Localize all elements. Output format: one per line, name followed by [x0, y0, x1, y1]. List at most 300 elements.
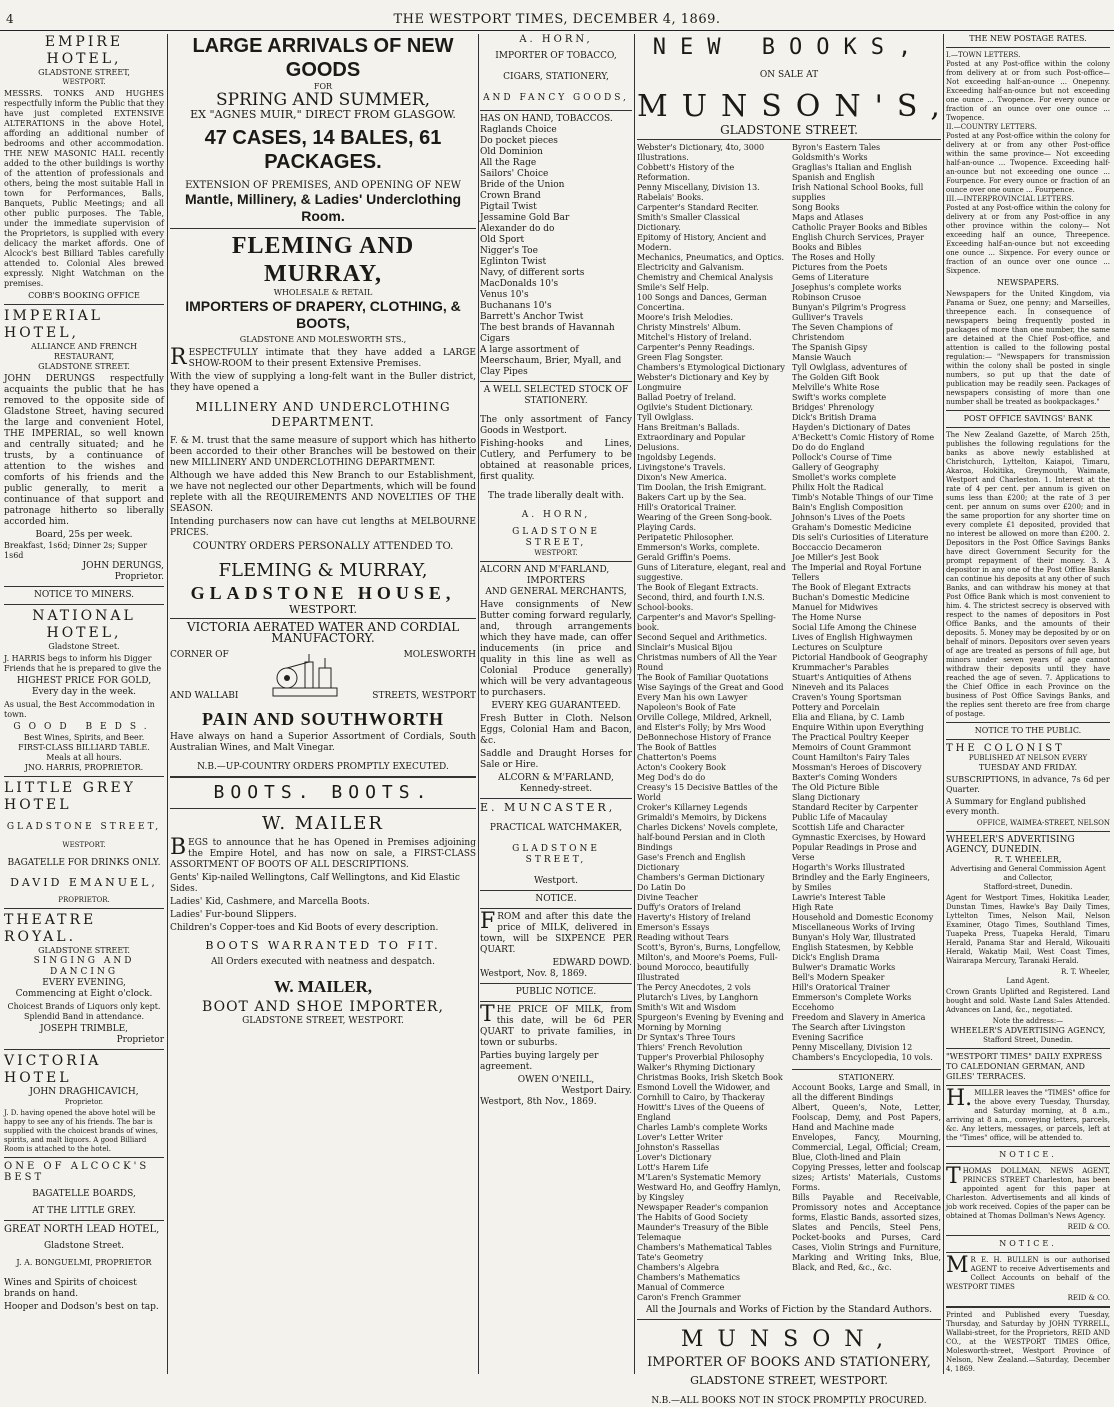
- book-item: Meg Dod's do do: [637, 773, 706, 782]
- ad-title: ONE OF ALCOCK'S BEST: [4, 1161, 150, 1183]
- book-item: Croker's Killarney Legends: [637, 803, 748, 812]
- tobacco-item: Venus 10's: [480, 290, 529, 300]
- book-item: A'Beckett's Comic History of Rome: [792, 433, 935, 442]
- rule: [4, 776, 164, 777]
- book-item: Smile's Self Help.: [637, 283, 709, 292]
- boots-item: Ladies' Fur-bound Slippers.: [170, 910, 297, 920]
- book-item: Spanish and English: [792, 173, 875, 182]
- stationery-list: [792, 1083, 941, 1273]
- page-number: 4: [6, 12, 14, 26]
- ad-role: Proprietor.: [114, 572, 164, 582]
- ad-paragraph: Intending purchasers now can have cut lengths at MELBOURNE PRICES.: [170, 517, 476, 538]
- ad-beds: GOOD BEDS.: [13, 722, 155, 732]
- book-item: Graglias's Italian and English: [792, 163, 912, 172]
- ad-body: Wines and Spirits of choicest brands on hand.: [4, 1278, 137, 1299]
- book-item: Webster's Dictionary, 4to, 3000 Illustrations.: [637, 143, 765, 162]
- tobacco-item: Old Sport: [480, 235, 525, 245]
- book-item: M'Laren's Systematic Memory: [637, 1173, 761, 1182]
- ad-time: Commencing at Eight o'clock.: [15, 989, 153, 999]
- ad-street: Gladstone Street.: [43, 1241, 125, 1251]
- rule: [946, 1146, 1110, 1147]
- ad-date: Westport, 8th Nov., 1869.: [480, 1097, 597, 1107]
- rule: [946, 1163, 1110, 1164]
- postage-item: Posted at any Post-office within the colony from delivery at or from such Post-office— Not exceeding half-an-ounce ... Onepenny. Exceeding half-an-ounce but not exceeding one ounce ... Twopence. For every ounce or fraction of an ounce over one ounce ... Twopence.: [946, 60, 1110, 122]
- newspapers-heading: NEWSPAPERS.: [997, 278, 1059, 287]
- book-item: Song Books: [792, 203, 840, 212]
- ad-body: JOHN DERUNGS respectfully acquaints the public that he has removed to the opposite side of Gladstone Street, having secured the large and convenient Hotel, THE IMPERIAL, so well known and centrally situated; and he trusts, by a continuance of attention to the wishes and comforts of his friends and the public generally, to merit a continuance of that support and patronage hitherto so liberally accorded him.: [4, 374, 164, 527]
- ad-title: THE COLONIST: [946, 743, 1065, 754]
- ad-fleming-murray: [170, 232, 476, 615]
- book-item: Scottish Life and Character: [792, 823, 905, 832]
- book-item: Do Latin Do: [637, 883, 686, 892]
- book-item: Chambers's Algebra: [637, 1263, 720, 1272]
- book-item: Standard Reciter by Carpenter: [792, 803, 918, 812]
- column-5: [946, 34, 1110, 1374]
- book-item: Gymnastic Exercises, by Howard: [792, 833, 926, 842]
- ad-subtitle: MANUFACTORY.: [271, 631, 375, 645]
- book-item: Memoirs of Count Grammont: [792, 743, 912, 752]
- notice-signature: REID & CO.: [1067, 1223, 1110, 1231]
- ad-aerated-water: [170, 622, 476, 773]
- ad-paragraph: Although we have added this New Branch to our Establishment, we have not neglected our other Departments, which will be found replete with all the REQUIREMENTS AND NOVELTIES OF THE SEASON.: [170, 471, 476, 514]
- book-item: Ogilvie's Student Dictionary.: [637, 403, 753, 412]
- book-item: High Rate: [792, 903, 834, 912]
- notice-body: THOMAS DOLLMAN, NEWS AGENT, PRINCES STREET Charleston, has been appointed agent for this paper at Charleston. Advertisements and all kinds of job work received. Copies of the paper can be obtained at Thomas Dollman's News Agency.: [946, 1164, 1110, 1220]
- book-item: The Practical Poultry Keeper: [792, 733, 909, 742]
- ad-street: GLADSTONE STREET,: [512, 527, 600, 548]
- book-item: Maunder's Treasury of the Bible: [637, 1223, 769, 1232]
- book-item: Josephus's complete works: [792, 283, 902, 292]
- masthead-title: THE WESTPORT TIMES, DECEMBER 4, 1869.: [393, 12, 721, 27]
- ad-empire-hotel: [4, 34, 164, 301]
- book-item: Bell's Modern Speaker: [792, 973, 885, 982]
- ad-illustration-row: [170, 644, 476, 708]
- book-item: Smith's Wit and Wisdom: [637, 1003, 737, 1012]
- book-item: Plutarch's Lives, by Langhorn: [637, 993, 759, 1002]
- column-3: [480, 34, 632, 1374]
- book-item: Dr Syntax's Three Tours: [637, 1033, 736, 1042]
- ad-milk-notice: [480, 894, 632, 980]
- rule: [4, 1049, 164, 1050]
- book-item: Mossman's Heroes of Discovery: [792, 763, 922, 772]
- book-item: Brindley and the Early Engineers, by Smiles: [792, 873, 930, 892]
- ad-cigars: CIGARS, STATIONERY,: [503, 72, 609, 82]
- ad-bagatelle: BAGATELLE FOR DRINKS ONLY.: [7, 858, 161, 868]
- book-item: Tim Doolan, the Irish Emigrant.: [637, 483, 767, 492]
- ad-wines: Best Wines, Spirits, and Beer.: [23, 733, 145, 742]
- postage-heading: THE NEW POSTAGE RATES.: [969, 34, 1087, 43]
- book-item: Charles Lamb's complete Works: [637, 1123, 768, 1132]
- rule: [480, 890, 632, 891]
- book-item: Gallery of Geography: [792, 463, 879, 472]
- book-item: Guns of Literature, elegant, real and suggestive.: [637, 563, 786, 582]
- ad-at: AT THE LITTLE GREY.: [32, 1206, 136, 1216]
- ad-orders: All Orders executed with neatness and despatch.: [211, 957, 435, 967]
- book-item: Graham's Domestic Medicine: [792, 523, 912, 532]
- book-item: Esmond Lovell the Widower, and Cornhill to Cairo, by Thackeray: [637, 1083, 771, 1102]
- boots-list: [170, 873, 476, 934]
- ad-summary: A Summary for England published every month.: [946, 797, 1086, 816]
- postage-item: Posted at any Post-office within the colony for delivery at or from any other Post-office within the same province— Not exceeding half-an-ounce ... Twopence. Exceeding half-an-ounce but not exceeding one ounce ... Fourpence. For every ounce or fraction of an ounce over one ounce ... Fourpence.: [946, 132, 1110, 194]
- bank-body: The New Zealand Gazette, of March 25th, publishes the following regulations for the banks as above newly established at Christchurch, Lyttelton, Kaiapoi, Timaru, Akaroa, Hokitika, Greymouth, Waimate, Westport and Charleston. 1. Interest at the rate of 4 per cent. per annum is given on sums less than £200; at the rate of 3 per cent. per annum on sums over £200; and in the same proportion for any shorter time on every complete £1 deposited, provided that no interest be allowed on more than £200. 2. Depositors in the Post Office Savings Banks have direct Government Security for the prompt repayment of their money. 3. A depositor in any one of the Post Office Banks can continue his deposits at any other of such Banks, and can withdraw his money at that Post Office Bank which is most convenient to him. 4. The strictest secrecy is observed with respect to the names of depositors in Post Office Banks, and the amounts of their deposits. 5. Money may be deposited by or on behalf of minors. Depositors over seven years of age are treated as persons of full age, but minors under seven years of age cannot withdraw their deposits until they have reached the age of seven. 7. Applications to the Chief Office in each Province on the business of Post Office Savings Banks, and the replies sent thereto are free from charge of postage.: [946, 431, 1110, 718]
- book-item: Lectures on Sculpture: [792, 643, 883, 652]
- book-item: Pictorial Handbook of Geography: [792, 653, 928, 662]
- ad-signature: W. MAILER,: [273, 977, 373, 996]
- ad-streets: [372, 650, 476, 702]
- ad-colonist: [946, 743, 1110, 828]
- book-item: Ingoldsby Legends.: [637, 453, 717, 462]
- rule: [946, 427, 1110, 428]
- rule: [946, 831, 1110, 832]
- ad-national-hotel: [4, 590, 164, 773]
- book-item: Bain's English Composition: [792, 503, 904, 512]
- book-item: Christmas numbers of All the Year Round: [637, 653, 777, 672]
- munson-address: GLADSTONE STREET, WESTPORT.: [690, 1374, 888, 1387]
- ad-name: A. HORN,: [519, 34, 593, 45]
- book-item: Acton's Cookery Book: [637, 763, 726, 772]
- book-item: Smith's Smaller Classical Dictionary.: [637, 213, 740, 232]
- book-item: The Old Picture Bible: [792, 783, 880, 792]
- rule: [4, 304, 164, 305]
- ad-tap: Hooper and Dodson's best on tap.: [4, 1302, 159, 1312]
- ad-street: GLADSTONE STREET.: [38, 946, 130, 955]
- ad-season: SPRING AND SUMMER,: [215, 90, 431, 110]
- postage-item: III.—INTERPROVINCIAL LETTERS.: [946, 195, 1074, 203]
- machinery-engraving: [265, 648, 345, 704]
- book-item: Moore's Irish Melodies.: [637, 313, 733, 322]
- book-item: Manuel for Midwives: [792, 603, 878, 612]
- rule: [946, 1235, 1110, 1236]
- book-item: Playing Cards.: [637, 523, 697, 532]
- notice-heading: NOTICE.: [999, 1150, 1057, 1159]
- ad-mantle: Mantle, Millinery, & Ladies' Underclothing Room.: [184, 191, 462, 224]
- postage-item: I.—TOWN LETTERS.: [946, 51, 1021, 59]
- book-item: Ballad Poetry of Ireland.: [637, 393, 737, 402]
- ad-heading: PUBLIC NOTICE.: [515, 987, 597, 997]
- book-item: Charles Dickens' Novels complete, half-bound Persian and in Cloth Bindings: [637, 823, 778, 852]
- book-item: Freedom and Slavery in America: [792, 1013, 926, 1022]
- column-rule: [478, 34, 479, 1374]
- tobacco-item: Do pocket pieces: [480, 136, 558, 146]
- bank-heading: POST OFFICE SAVINGS' BANK: [963, 414, 1093, 423]
- book-item: Cobbett's History of the Reformation.: [637, 163, 735, 182]
- ad-house: GLADSTONE HOUSE,: [190, 583, 456, 603]
- ad-gold: HIGHEST PRICE FOR GOLD,: [16, 676, 152, 686]
- column-1: [4, 34, 164, 1374]
- book-item: The Book of Elegant Extracts: [792, 583, 911, 592]
- rule: [170, 228, 476, 229]
- ad-street: GLADSTONE STREET.: [38, 362, 130, 371]
- ad-brands: Choicest Brands of Liquors only kept. Splendid Band in attendance.: [7, 1002, 161, 1021]
- tobacco-item: Bride of the Union: [480, 180, 565, 190]
- ad-horn: [480, 34, 632, 558]
- book-item: Emmerson's Complete Works: [792, 993, 912, 1002]
- stationery-item: Bills Payable and Receivable, Promissory notes and Acceptance forms, Elastic Bands, assorted sizes, Slates and Pencils, Steel Pens, Pocket-books and Purses, Card Cases, Violin Strings and Furniture, Marking and Writing Inks, Blue, Black, and Red, &c., &c.: [792, 1193, 941, 1272]
- book-item: Duffy's Orators of Ireland: [637, 903, 741, 912]
- ad-parties: Parties buying largely per agreement.: [480, 1051, 599, 1072]
- column-rule: [943, 34, 944, 1374]
- book-item: Hogarth's Works Illustrated: [792, 863, 905, 872]
- ad-signature: FLEMING & MURRAY,: [218, 560, 428, 581]
- book-item: Irish National School Books, full supplies: [792, 183, 924, 202]
- book-item: The Home Nurse: [792, 613, 862, 622]
- rule: [4, 908, 164, 909]
- ad-body: J. HARRIS begs to inform his Digger Friends that he is prepared to give the: [4, 654, 162, 673]
- book-list-left: [637, 143, 786, 1303]
- book-item: Krummacher's Parables: [792, 663, 889, 672]
- book-item: Lover's Letter Writer: [637, 1133, 723, 1142]
- new-books-heading: NEW BOOKS,: [652, 35, 926, 60]
- book-item: Dick's British Drama: [792, 413, 877, 422]
- ad-meals: Meals at all hours.: [46, 753, 122, 762]
- book-item: Goldsmith's Works: [792, 153, 868, 162]
- rule: [480, 908, 632, 909]
- book-item: Boccaccio Decameron: [792, 543, 882, 552]
- ad-body: Have consignments of New Butter coming forward regularly, and, through arrangements which they have made, can offer inducements (in price and quality in this line as well as Colonial Produce generally) which will be very advantageous to purchasers.: [480, 600, 632, 698]
- book-item: The Book of Familiar Quotations: [637, 673, 769, 682]
- boots-item: Children's Copper-toes and Kid Boots of every description.: [170, 923, 439, 933]
- tobacco-item: MacDonalds 10's: [480, 279, 559, 289]
- rule: [946, 410, 1110, 411]
- book-item: Electricity and Galvanism.: [637, 263, 745, 272]
- ad-nb: N.B.—UP-COUNTRY ORDERS PROMPTLY EXECUTED.: [197, 762, 449, 772]
- book-item: Lott's Harem Life: [637, 1163, 709, 1172]
- book-item: Caron's French Grammer: [637, 1293, 741, 1302]
- book-item: Lover's Dictionary: [637, 1153, 712, 1162]
- ad-meals: Breakfast, 1s6d; Dinner 2s; Supper 1s6d: [4, 541, 148, 560]
- book-item: Carpenter's Standard Reciter.: [637, 203, 759, 212]
- ad-title: EMPIRE HOTEL,: [44, 34, 124, 67]
- ad-title: FLEMING AND MURRAY,: [231, 233, 415, 287]
- book-item: Melville's White Rose: [792, 383, 880, 392]
- book-list-right-wrap: [792, 143, 941, 1303]
- ad-heading: NOTICE.: [535, 894, 577, 904]
- ad-usual: As usual, the Best Accommodation in town.: [4, 700, 155, 719]
- ad-signature: A. HORN,: [521, 510, 591, 520]
- book-list-right: [792, 143, 941, 1063]
- ad-saddle: Saddle and Draught Horses for Sale or Hire.: [480, 749, 632, 770]
- notice-body: MR E. H. BULLEN is our authorised AGENT to receive Advertisements and Collect Accounts on behalf of the WESTPORT TIMES: [946, 1253, 1110, 1291]
- book-item: Napoleon's Book of Fate: [637, 703, 736, 712]
- book-item: Tyll Owlglass.: [637, 413, 694, 422]
- rule: [946, 1252, 1110, 1253]
- ad-dairy: Westport Dairy.: [561, 1086, 632, 1096]
- book-item: The Book of Battles: [637, 743, 717, 752]
- book-item: Bunyan's Pilgrim's Progress: [792, 303, 906, 312]
- book-item: Webster's Dictionary and Key by Longmuire: [637, 373, 769, 392]
- ad-street: GLADSTONE STREET,: [38, 68, 130, 77]
- ad-title: ALCORN AND M'FARLAND,: [480, 565, 610, 575]
- ad-wallabi-label: AND WALLABI: [170, 691, 239, 701]
- book-item: Philix Holt the Radical: [792, 483, 884, 492]
- book-item: Chambers's German Dictionary: [637, 873, 765, 882]
- book-item: Scott's, Byron's, Burns, Longfellow, Milton's, and Moore's Poems, Full-bound Morocco, beautifully Illustrated: [637, 943, 781, 982]
- ad-title: THEATRE ROYAL.: [4, 912, 97, 945]
- book-item: Hans Breitman's Ballads.: [637, 423, 740, 432]
- rule: [170, 618, 476, 619]
- ad-little-grey: [4, 780, 164, 905]
- book-item: Hill's Oratorical Trainer: [792, 983, 890, 992]
- ad-role: PROPRIETOR.: [58, 896, 110, 904]
- ad-paragraph: F. & M. trust that the same measure of support which has hitherto been accorded to their other Branches will be bestowed on their new MILLINERY AND UNDERCLOTHING DEPARTMENT.: [170, 436, 476, 468]
- ad-signature: R. T. Wheeler,: [1061, 968, 1110, 976]
- ad-street: Kennedy-street.: [519, 784, 593, 794]
- book-item: Lives of English Highwaymen: [792, 633, 913, 642]
- rule: [637, 1319, 941, 1320]
- rule: [480, 110, 632, 111]
- rule: [480, 798, 632, 799]
- tobacco-item: The best brands of Havannah Cigars: [480, 323, 615, 344]
- book-item: Every Man his own Lawyer: [637, 693, 748, 702]
- ad-address: GLADSTONE STREET, WESTPORT.: [242, 1016, 404, 1026]
- book-item: Creasy's 15 Decisive Battles of the World: [637, 783, 778, 802]
- book-item: Mitchel's History of Ireland.: [637, 333, 752, 342]
- book-item: Gase's French and English Dictionary: [637, 853, 746, 872]
- book-item: Wearing of the Green Song-book.: [637, 513, 773, 522]
- ad-crown: Crown Grants Uplifted and Registered. Land bought and sold. Waste Land Sales Attended. Advances on Land, &c., negotiated.: [946, 988, 1110, 1014]
- book-item: The Roses and Holly: [792, 253, 876, 262]
- book-item: Maps and Atlases: [792, 213, 864, 222]
- book-item: The Golden Gift Book: [792, 373, 880, 382]
- ad-signature: ALCORN & M'FARLAND,: [498, 773, 614, 783]
- munson-importer: IMPORTER OF BOOKS AND STATIONERY,: [647, 1355, 931, 1370]
- book-item: The Percy Anecdotes, 2 vols: [637, 983, 751, 992]
- book-item: Buchan's Domestic Medicine: [792, 593, 910, 602]
- book-item: Extraordinary and Popular Delusions.: [637, 433, 746, 452]
- book-item: Johnston's Rassellas: [637, 1143, 720, 1152]
- ad-body: MESSRS. TONKS AND HUGHES respectfully inform the Public that they have just completed EXTENSIVE ALTERATIONS in the above Hotel, affording an additional number of bedrooms and other accommodation. THE NEW MASONIC HALL recently added to the other buildings is worthy of the attention of professionals and others, being the most suitable Hall in town for Performances, Balls, Banquets, Public Meetings; and all other public purposes. The Table, under the immediate supervision of the Proprietors, is supplied with every delicacy the market affords. One of Alcock's best Billiard Tables carefully attended to. Colonial Ales brewed expressly. Night Watchman on the premises.: [4, 89, 164, 288]
- book-item: 100 Songs and Dances, German Concertina.: [637, 293, 767, 312]
- book-item: Chambers's Mathematical Tables: [637, 1243, 772, 1252]
- book-item: Carpenter's and Mavor's Spelling-book.: [637, 613, 776, 632]
- tobacco-item: Barrett's Anchor Twist: [480, 312, 584, 322]
- book-item: Joe Miller's Jest Book: [792, 553, 879, 562]
- ad-headline: BOOTS. BOOTS.: [213, 782, 433, 803]
- book-item: Bakers Cart up by the Sea.: [637, 493, 747, 502]
- stationery-item: Account Books, Large and Small, in all the different Bindings: [792, 1083, 941, 1102]
- ad-extension: EXTENSION OF PREMISES, AND OPENING OF NEW: [185, 180, 461, 191]
- munsons-heading: MUNSON'S,: [637, 89, 954, 124]
- tobacco-item: Raglands Choice: [480, 125, 557, 135]
- ad-department: MILLINERY AND UNDERCLOTHING DEPARTMENT.: [195, 400, 451, 429]
- rule: [4, 1220, 164, 1221]
- tobacco-item: Eglinton Twist: [480, 257, 547, 267]
- book-item: Carpenter's Penny Readings.: [637, 343, 755, 352]
- ad-boots: [170, 781, 476, 1027]
- postage-item: II.—COUNTRY LETTERS.: [946, 123, 1037, 131]
- book-item: Divine Teacher: [637, 893, 698, 902]
- stationery-item: Albert, Queen's, Note, Letter, Foolscap, Demy, and Post Papers, Hand and Machine made: [792, 1103, 941, 1132]
- ad-stock: A WELL SELECTED STOCK OF STATIONERY.: [483, 385, 629, 406]
- ad-name: DAVID EMANUEL,: [10, 876, 158, 889]
- book-item: Catholic Prayer Books and Bibles: [792, 223, 928, 232]
- book-item: Popular Readings in Prose and Verse: [792, 843, 917, 862]
- book-item: Pollock's Course of Time: [792, 453, 892, 462]
- book-item: Gerald Griffin's Poems.: [637, 553, 731, 562]
- ad-town: Westport.: [533, 876, 579, 886]
- ad-streets-label: STREETS, WESTPORT: [372, 691, 476, 701]
- book-item: Dis seli's Curiosities of Literature: [792, 533, 929, 542]
- ad-importer: IMPORTER OF TOBACCO,: [495, 51, 617, 61]
- book-item: Timb's Notable Things of our Time: [792, 493, 934, 502]
- newspapers-body: Newspapers for the United Kingdom, via Panama or Suez, one penny; and Marseilles, threepence each. In consequence of newspapers being frequently posted in packages of more than one number, the same are detained at the Chief Post-office, and attention is called to the following postal regulation:— "Newspapers for transmission within the colony shall be posted in single numbers, so put up that the date of publication may be readily seen. Packages of newspapers consisting of more than one number shall be treated as bookpackages.": [946, 290, 1110, 406]
- book-item: Christy Minstrels' Album.: [637, 323, 741, 332]
- ad-street: GLADSTONE STREET,: [512, 844, 600, 865]
- book-item: Chambers's Encyclopedia, 10 vols.: [792, 1053, 933, 1062]
- book-item: Johnson's Lives of the Poets: [792, 513, 905, 522]
- book-item: Epitomy of History, Ancient and Modern.: [637, 233, 767, 252]
- on-sale-at: ON SALE AT: [759, 70, 819, 80]
- book-item: Hayden's Dictionary of Dates: [792, 423, 911, 432]
- book-item: English Church Services, Prayer Books and Bibles: [792, 233, 925, 252]
- ad-name: E. MUNCASTER,: [480, 801, 616, 814]
- rule: [480, 561, 632, 562]
- ad-street: GLADSTONE STREET,: [6, 822, 162, 832]
- book-item: Spurgeon's Evening by Evening and Morning by Morning: [637, 1013, 784, 1032]
- ad-fancy: AND FANCY GOODS,: [483, 93, 629, 103]
- public-heading: NOTICE TO THE PUBLIC.: [974, 726, 1082, 735]
- book-item: The Spanish Gipsy: [792, 343, 868, 352]
- ad-every: Every day in the week.: [31, 687, 137, 697]
- book-item: Tate's Geometry: [637, 1253, 704, 1262]
- book-item: Lawrie's Interest Table: [792, 893, 886, 902]
- ad-notice: NOTICE TO MINERS.: [33, 590, 135, 600]
- ad-signature: JOSEPH TRIMBLE,: [39, 1024, 129, 1034]
- book-item: Sinclair's Musical Bijou: [637, 643, 733, 652]
- book-item: Second, third, and fourth I.N.S. School-books.: [637, 593, 765, 612]
- ad-body: Agent for Westport Times, Hokitika Leader, Dunstan Times, Hawke's Bay Daily Times, Lyttelton Times, Nelson Mail, Nelson Examiner, Otago Times, Southland Times, Tuapeka Press, Tuapeka Herald, Timaru Herald, Panama Star and Herald, Wikouaiti Herald, Wakatip Mail, West Coast Times, Wairarapa Mercury, Taranaki Herald.: [946, 894, 1110, 965]
- ad-country: COUNTRY ORDERS PERSONALLY ATTENDED TO.: [192, 541, 454, 552]
- book-item: Do do do England: [792, 443, 865, 452]
- ad-alcock: [4, 1161, 164, 1217]
- book-item: Penny Miscellany, Division 12: [792, 1043, 913, 1052]
- ad-street: Stafford-street, Dunedin.: [983, 883, 1073, 891]
- book-item: Christmas Books, Irish Sketch Book: [637, 1073, 783, 1082]
- ad-imperial-hotel: [4, 308, 164, 583]
- book-item: Baxter's Coming Wonders: [792, 773, 898, 782]
- book-item: Public Life of Macaulay: [792, 813, 888, 822]
- ad-wheeler: [946, 835, 1110, 1045]
- book-item: Bunyan's Holy War, Illustrated: [792, 933, 916, 942]
- book-item: Walker's Rhyming Dictionary: [637, 1063, 756, 1072]
- tobacco-item: Nigger's Toe: [480, 246, 538, 256]
- ad-name: W. MAILER: [262, 813, 384, 834]
- rule: [480, 381, 632, 382]
- ad-express: "WESTPORT TIMES" DAILY EXPRESS TO CALEDONIAN GERMAN, AND GILES' TERRACES.: [946, 1052, 1103, 1081]
- book-item: Peripatetic Philosopher.: [637, 533, 734, 542]
- notice-signature: REID & CO.: [1067, 1294, 1110, 1302]
- ad-title: GREAT NORTH LEAD HOTEL,: [4, 1224, 160, 1235]
- ad-ex: EX "AGNES MUIR," DIRECT FROM GLASGOW.: [190, 108, 456, 121]
- ad-body: Have always on hand a Superior Assortment of Cordials, South Australian Wines, and Malt Vinegar.: [170, 732, 476, 753]
- book-item: Miscellaneous Works of Irving: [792, 923, 915, 932]
- book-item: Craven's Young Sportsman: [792, 693, 902, 702]
- ad-land: Land Agent.: [1006, 977, 1050, 985]
- book-item: Enquire Within upon Everything: [792, 723, 924, 732]
- ad-title: NATIONAL HOTEL,: [32, 608, 136, 641]
- rule: [4, 1157, 164, 1158]
- ad-office: OFFICE, WAIMEA-STREET, NELSON: [976, 819, 1110, 827]
- book-item: Grimaldi's Memoirs, by Dickens: [637, 813, 767, 822]
- book-item: Wise Sayings of the Great and Good: [637, 683, 784, 692]
- ad-for: FOR: [313, 82, 333, 91]
- ad-signature: EDWARD DOWD.: [552, 958, 632, 968]
- ad-importers: IMPORTERS OF DRAPERY, CLOTHING, & BOOTS,: [185, 298, 461, 331]
- ad-headline: LARGE ARRIVALS OF NEW GOODS: [192, 35, 454, 81]
- book-item: Nineveh and its Palaces: [792, 683, 889, 692]
- ad-signature: OWEN O'NEILL,: [517, 1075, 595, 1085]
- rule: [792, 1069, 941, 1070]
